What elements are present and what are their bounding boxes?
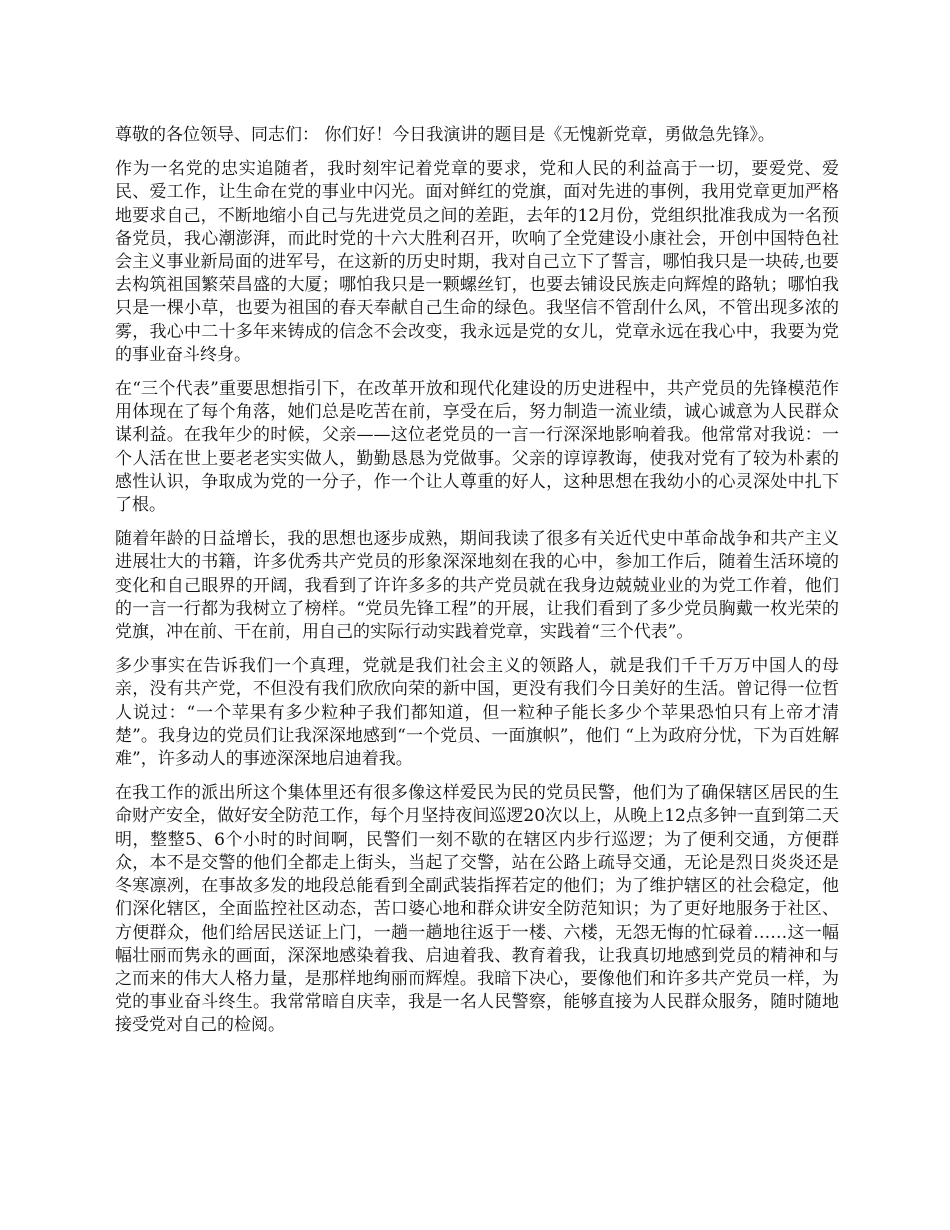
body-paragraph-1: 作为一名党的忠实追随者，我时刻牢记着党章的要求，党和人民的利益高于一切，要爱党、爱民、爱工作，让生命在党的事业中闪光。面对鲜红的党旗，面对先进的事例，我用党章更加严格地要求自己，不断地缩小自己与先进党员之间的差距，去年的12月份，党组织批准我成为一名预备党员，我心潮澎湃，而此时党的十六大胜利召开，吹响了全党建设小康社会，开创中国特色社会主义事业新局面的进军号，在这新的历史时期，我对自己立下了誓言，哪怕我只是一块砖,也要去构筑祖国繁荣昌盛的大厦；哪怕我只是一颗螺丝钉，也要去铺设民族走向辉煌的路轨；哪怕我只是一棵小草，也要为祖国的春天奉献自己生命的绿色。我坚信不管刮什么风，不管出现多浓的雾，我心中二十多年来铸成的信念不会改变，我永远是党的女儿，党章永远在我心中，我要为党的事业奋斗终身。 (115, 159, 839, 365)
body-paragraph-5: 在我工作的派出所这个集体里还有很多像这样爱民为民的党员民警，他们为了确保辖区居民的生命财产安全，做好安全防范工作，每个月坚持夜间巡逻20次以上，从晚上12点多钟一直到第二天明，整整5、6个小时的时间啊，民警们一刻不歇的在辖区内步行巡逻；为了便利交通，方便群众，本不是交警的他们全都走上街头，当起了交警，站在公路上疏导交通，无论是烈日炎炎还是冬寒凛冽，在事故多发的地段总能看到全副武装指挥若定的他们；为了维护辖区的社会稳定，他们深化辖区，全面监控社区动态，苦口婆心地和群众讲安全防范知识；为了更好地服务于社区、方便群众，他们给居民送证上门，一趟一趟地往返于一楼、六楼，无怨无悔的忙碌着……这一幅幅壮丽而隽永的画面，深深地感染着我、启迪着我、教育着我，让我真切地感到党员的精神和与之而来的伟大人格力量，是那样地绚丽而辉煌。我暗下决心，要像他们和许多共产党员一样，为党的事业奋斗终生。我常常暗自庆幸，我是一名人民警察，能够直接为人民群众服务，随时随地接受党对自己的检阅。 (115, 783, 839, 1036)
body-paragraph-4: 多少事实在告诉我们一个真理，党就是我们社会主义的领路人，就是我们千千万万中国人的母亲，没有共产党，不但没有我们欣欣向荣的新中国，更没有我们今日美好的生活。曾记得一位哲人说过：“一个苹果有多少粒种子我们都知道，但一粒种子能长多少个苹果恐怕只有上帝才清楚”。我身边的党员们让我深深地感到“一个党员、一面旗帜”，他们 “上为政府分忧，下为百姓解难”，许多动人的事迹深深地启迪着我。 (115, 656, 839, 770)
body-paragraph-2: 在“三个代表”重要思想指引下，在改革开放和现代化建设的历史进程中，共产党员的先锋模范作用体现在了每个角落，她们总是吃苦在前，享受在后，努力制造一流业绩，诚心诚意为人民群众谋利益。在我年少的时候，父亲——这位老党员的一言一行深深地影响着我。他常常对我说：一个人活在世上要老老实实做人，勤勤恳恳为党做事。父亲的谆谆教诲，使我对党有了较为朴素的感性认识，争取成为党的一分子，作一个让人尊重的好人，这种思想在我幼小的心灵深处中扎下了根。 (115, 379, 839, 516)
greeting-paragraph: 尊敬的各位领导、同志们： 你们好！今日我演讲的题目是《无愧新党章，勇做急先锋》。 (115, 125, 775, 145)
document-body (115, 124, 839, 1049)
body-paragraph-3: 随着年龄的日益增长，我的思想也逐步成熟，期间我读了很多有关近代史中革命战争和共产主义进展壮大的书籍，许多优秀共产党员的形象深深地刻在我的心中，参加工作后，随着生活环境的变化和自己眼界的开阔，我看到了许许多多的共产党员就在我身边兢兢业业的为党工作着，他们的一言一行都为我树立了榜样。“党员先锋工程”的开展，让我们看到了多少党员胸戴一枚光荣的党旗，冲在前、干在前，用自己的实际行动实践着党章，实践着“三个代表”。 (115, 529, 839, 643)
